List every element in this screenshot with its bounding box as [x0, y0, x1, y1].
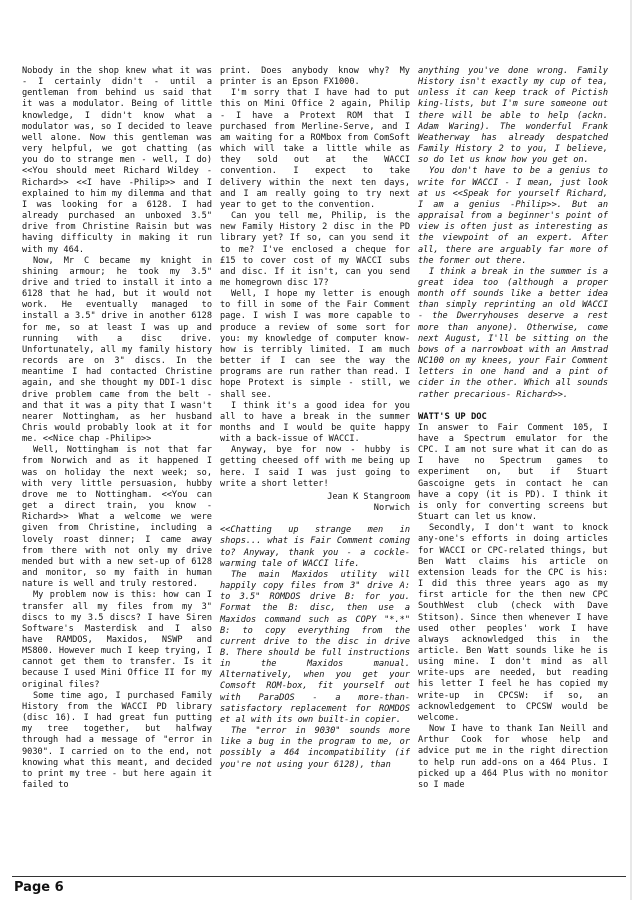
editor-reply: You don't have to be a genius to write for WACCI - I mean, just look at us <<Speak for yourself Richard, I am a genius -Philip>>. But an appraisal from a beginner's point of view is often just as interesting as the viewpoint of an expert. After all, there are arguably far more of the former out there. — [418, 166, 608, 266]
paragraph: Nobody in the shop knew what it was - I certainly didn't - until a gentleman from behind us said that it was a modulator. Being of little knowledge, I didn't know what a modulator was, so I decided to leave well alone. Now this gentleman was very helpful, we got chatting (as you do to strange men - well, I do) <<You should meet Richard Wildey - Richard>> <<I have -Philip>> and I explained to him my dilemma and that I was looking for a 6128. I had already purchased an unboxed 3.5" drive from Christine Raisin but was having difficulty in making it run with my 464. — [22, 66, 212, 255]
editor-reply: The "error in 9030" sounds more like a bug in the program to me, or possibly a 464 incompatibility (if you're not using your 6128), than — [220, 726, 410, 770]
paragraph: I'm sorry that I have had to put this on Mini Office 2 again, Philip - I have a Protext ROM that I purchased from Merline-Serve, and I am waiting for a ROMbox from ComSoft which will take a little while as they sold out at the WACCI convention. I expect to take delivery within the next ten days, and I am really going to try next year to get to the convention. — [220, 88, 410, 210]
column-3 — [418, 66, 608, 791]
paragraph: Well, Nottingham is not that far from Norwich and as it happened I was on holiday the next week; so, with very little persuasion, hubby drove me to Nottingham. <<You can get a direct train, you know - Richard>> What a welcome we were given from Christine, including a lovely roast dinner; I came away from there with not only my drive mended but with a new set-up of 6128 and monitor, so my faith in human nature is well and truly restored. — [22, 445, 212, 590]
letter-heading: WATT'S UP DOC — [418, 411, 487, 422]
paragraph: In answer to Fair Comment 105, I have a Spectrum emulator for the CPC. I am not sure what it can do as I have no Spectrum games to experiment on, but if Stuart Gascoigne gets in contact he can have a copy (it is PD). I think it is only for converting screens but Stuart can let us know. — [418, 422, 608, 523]
paragraph: I think it's a good idea for you all to have a break in the summer months and I would be quite happy with a back-issue of WACCI. — [220, 400, 410, 445]
paragraph: Some time ago, I purchased Family History from the WACCI PD library (disc 16). I had great fun putting my tree together, but halfway through had a message of "error in 9030". I carried on to the end, not knowing what this meant, and decided to print my tree - but here again it failed to — [22, 690, 212, 790]
column-2 — [220, 66, 410, 771]
column-1 — [22, 66, 212, 791]
editor-reply: anything you've done wrong. Family History isn't exactly my cup of tea, unless it can keep track of Pictish king-lists, but I'm sure someone out there will be able to help (ackn. Adam Waring). The wonderful Frank Weatherway has already despatched Family History 2 to you, I believe, so do let us know how you get on. — [418, 66, 608, 166]
editor-reply: The main Maxidos utility will happily copy files from 3" drive A: to 3.5" ROMDOS drive B: for you. Format the B: disc, then use a Maxidos command such as COPY "*.*" B: to copy everything from the current drive to the disc in drive B. There should be full instructions in the Maxidos manual. Alternatively, when you get your Comsoft ROM-box, fit yourself out with ParaDOS - a more-than-satisfactory replacement for ROMDOS et al with its own built-in copier. — [220, 569, 410, 725]
paragraph: Now, Mr C became my knight in shining armour; he took my 3.5" drive and tried to install it into a 6128 that he had, but it would not work. He eventually managed to install a 3.5" drive in another 6128 for me, so at least I was up and running with a disc drive. Unfortunately, all my family history records are on 3" discs. In the meantime I had contacted Christine again, and she thought my DDI-1 disc drive problem came from the belt - and that it was a pity that I wasn't nearer Nottingham, as her husband Chris would probably look at it for me. <<Nice chap -Philip>> — [22, 255, 212, 445]
paragraph: My problem now is this: how can I transfer all my files from my 3" discs to my 3.5 discs? I have Siren Software's Masterdisk and I also have RAMDOS, Maxidos, NSWP and MS800. However much I keep trying, I cannot get them to transfer. Is it because I used Mini Office II for my original files? — [22, 590, 212, 690]
scan-edge — [630, 0, 632, 900]
editor-reply: <<Chatting up strange men in shops... what is Fair Comment coming to? Anyway, thank you - a cockle-warming tale of WACCI life. — [220, 525, 410, 569]
paragraph: Now I have to thank Ian Neill and Arthur Cook for whose help and advice put me in the right direction to help run add-ons on a 464 Plus. I picked up a 464 Plus with no monitor so I made — [418, 724, 608, 790]
page-number: Page 6 — [14, 880, 64, 895]
author-name: Jean K Stangroom — [327, 491, 410, 502]
paragraph: print. Does anybody know why? My printer is an Epson FX1000. — [220, 66, 410, 88]
author-location: Norwich — [373, 503, 410, 514]
paragraph: Secondly, I don't want to knock any-one's efforts in doing articles for WACCI or CPC-related things, but Ben Watt claims his article on extension leads for the CPC is his: I did this three years ago as my first article for the then new CPC SouthWest club (check with Dave Stitson). Since then whenever I have used other peoples' work I have always acknowledged this in the article. Ben Watt sounds like he is using mine. I don't mind as all write-ups are needed, but reading his letter I feel he has copied my write-up in CPCSW: if so, an acknowledgement to CPCSW would be welcome. — [418, 523, 608, 723]
paragraph: Can you tell me, Philip, is the new Family History 2 disc in the PD library yet? If so, can you send it to me? I've enclosed a cheque for £15 to cover cost of my WACCI subs and disc. If it isn't, can you send me homegrown disc 17? — [220, 211, 410, 288]
paragraph: Well, I hope my letter is enough to fill in some of the Fair Comment page. I wish I was more capable to produce a review of some sort for you: my knowledge of computer know-how is terribly limited. I am much better if I can see the way the programs are run rather than read. I hope Protext is simple - still, we shall see. — [220, 289, 410, 400]
footer-rule — [12, 876, 626, 877]
paragraph: Anyway, bye for now - hubby is getting cheesed off with me being up here. I said I was just going to write a short letter! — [220, 445, 410, 489]
editor-reply: I think a break in the summer is a great idea too (although a proper month off sounds like a better idea than simply reprinting an old WACCI - the Dwerryhouses deserve a rest more than anyone). Otherwise, come next August, I'll be sitting on the bows of a narrowboat with an Amstrad NC100 on my knees, your Fair Comment letters in one hand and a pint of cider in the other. Which all sounds rather precarious- Richard>>. — [418, 266, 608, 400]
